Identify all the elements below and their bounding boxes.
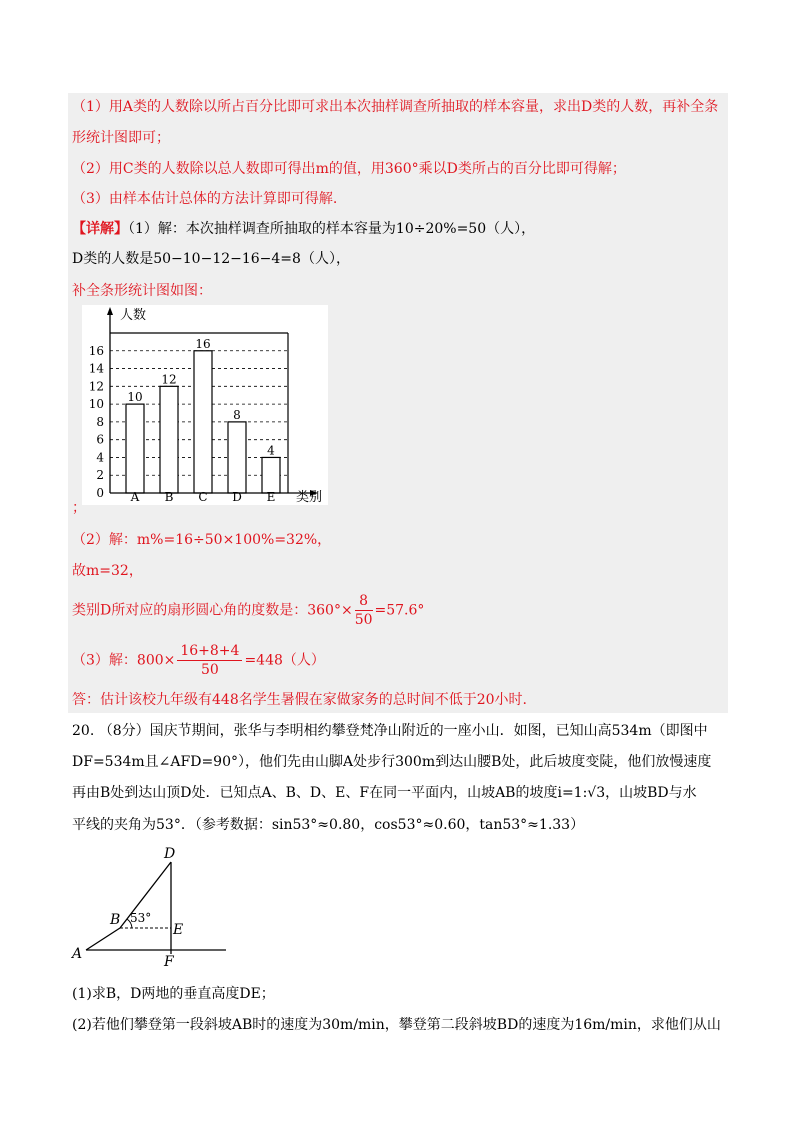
x-tick-label-B: B: [164, 490, 174, 504]
y-tick-label: 4: [96, 450, 104, 465]
y-tick-label: 10: [88, 397, 104, 412]
label-e: E: [173, 922, 184, 938]
fraction-denominator: 50: [200, 662, 219, 678]
bar-C: [194, 351, 212, 493]
y-tick-label: 6: [96, 432, 104, 447]
analysis-line-2: （2）用C类的人数除以总人数即可得出m的值，用360°乘以D类所占的百分比即可得解；: [72, 161, 626, 177]
bar-chart: [82, 305, 328, 505]
label-d: D: [164, 846, 176, 862]
data-label-E: 4: [267, 443, 275, 458]
fraction-denominator: 50: [354, 612, 373, 628]
bar-A: [126, 404, 144, 493]
part2-line-3: [72, 592, 424, 629]
answer-line: 答：估计该校九年级有448名学生暑假在家做家务的总时间不低于20小时.: [72, 692, 527, 708]
y-tick-label: 2: [96, 468, 104, 483]
data-label-B: 12: [161, 372, 177, 387]
detail-line-3: 补全条形统计图如图：: [72, 283, 212, 299]
sub-question-2: (2)若他们攀登第一段斜坡AB时的速度为30m/min，攀登第二段斜坡BD的速度为16m/min，求他们从山: [72, 1017, 721, 1033]
detail-line-1: [72, 219, 535, 239]
analysis-line-1: （1）用A类的人数除以所占百分比即可求出本次抽样调查所抽取的样本容量，求出D类的人数，再补全条: [72, 99, 719, 115]
angle-label: 53°: [130, 911, 152, 925]
detail-sample-size: （1）解：本次抽样调查所抽取的样本容量为10÷20%=50（人），: [128, 221, 536, 237]
mountain-diagram: [66, 842, 236, 970]
part2-line-1: （2）解：m%=16÷50×100%=32%，: [72, 532, 332, 548]
part2-angle-prefix: 类别D所对应的扇形圆心角的度数是：360°×: [72, 602, 353, 619]
y-tick-label: 12: [88, 379, 104, 394]
data-label-C: 16: [195, 336, 211, 351]
detail-tag: 【详解】: [72, 221, 128, 237]
part3-line: [72, 642, 325, 679]
bar-D: [228, 422, 246, 493]
semicolon: ；: [72, 500, 86, 516]
data-label-D: 8: [233, 407, 241, 422]
part3-result: =448（人）: [244, 652, 325, 669]
x-tick-label-C: C: [198, 490, 208, 504]
x-tick-label-D: D: [232, 490, 242, 504]
bar-E: [262, 457, 280, 493]
x-tick-label-A: A: [130, 490, 140, 504]
question-line-4: 平线的夹角为53°．（参考数据：sin53°≈0.80，cos53°≈0.60，tan53°≈1.33）: [72, 817, 585, 833]
y-tick-label: 8: [96, 414, 104, 429]
label-f: F: [164, 954, 174, 970]
y-tick-label: 14: [88, 361, 104, 376]
question-line-3: 再由B处到达山顶D处．已知点A、B、D、E、F在同一平面内，山坡AB的坡度i=1:√3，山坡BD与水: [72, 785, 697, 801]
label-a: A: [72, 946, 83, 962]
detail-line-2: D类的人数是50−10−12−16−4=8（人），: [72, 251, 350, 267]
y-tick-label: 0: [96, 486, 104, 500]
fraction-numerator: 16+8+4: [177, 642, 242, 661]
slope-ab: [86, 928, 120, 950]
fraction-numerator: 8: [355, 592, 373, 611]
x-axis-title: 类别: [296, 490, 323, 505]
part3-prefix: （3）解：800×: [72, 652, 176, 669]
part2-angle-result: =57.6°: [374, 602, 425, 619]
fraction-28-50: [177, 642, 242, 679]
question-line-2: DF=534m且∠AFD=90°），他们先由山脚A处步行300m到达山腰B处，此后坡度变陡，他们放慢速度: [72, 754, 712, 770]
bar-B: [160, 386, 178, 493]
label-b: B: [110, 912, 121, 928]
x-tick-label-E: E: [266, 490, 276, 504]
question-line-1: 20. （8分）国庆节期间，张华与李明相约攀登梵净山附近的一座小山．如图，已知山高534m（即图中: [72, 723, 708, 739]
analysis-line-3: （3）由样本估计总体的方法计算即可得解.: [72, 191, 338, 207]
data-label-A: 10: [127, 390, 143, 405]
part2-line-2: 故m=32，: [72, 563, 143, 579]
analysis-line-1-cont: 形统计图即可；: [72, 130, 170, 146]
y-axis-title: 人数: [120, 308, 147, 323]
y-tick-label: 16: [88, 343, 104, 358]
sub-question-1: (1)求B，D两地的垂直高度DE；: [72, 986, 275, 1002]
fraction-8-50: [355, 592, 373, 629]
